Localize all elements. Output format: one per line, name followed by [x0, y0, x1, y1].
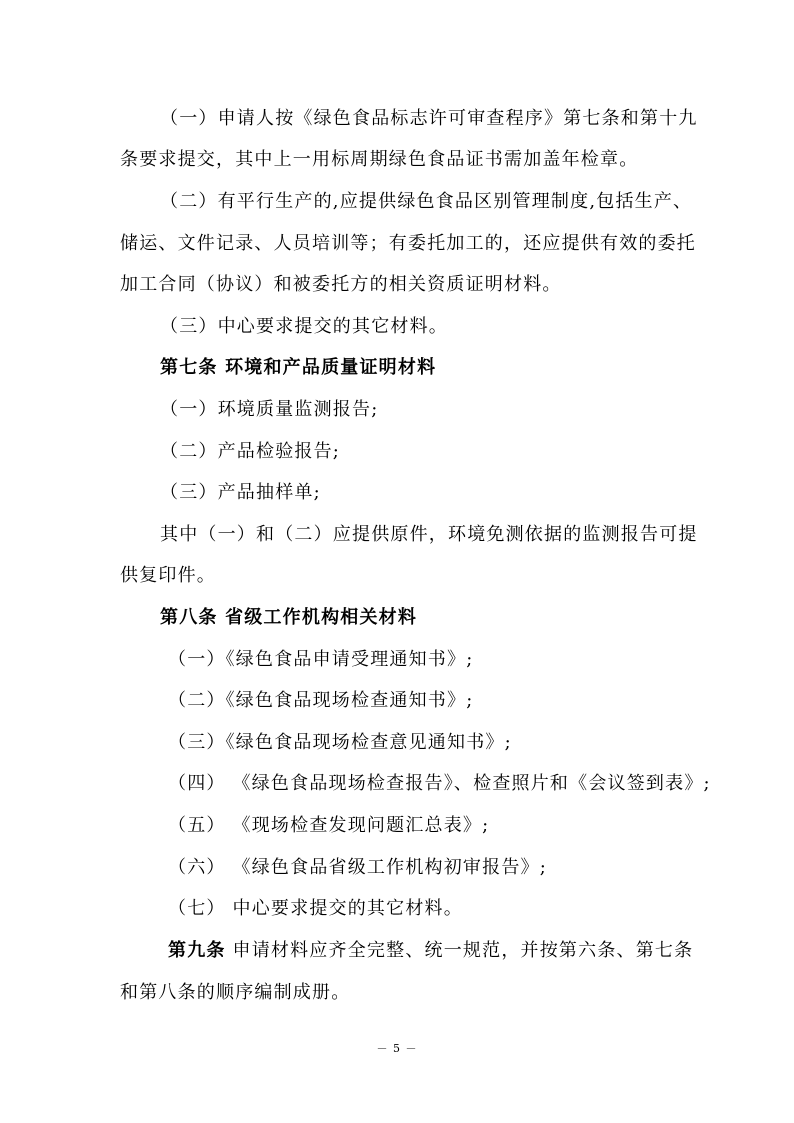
article9-text: 申请材料应齐全完整、统一规范，并按第六条、第七条 [225, 940, 694, 961]
list-item: （五） 《现场检查发现问题汇总表》; [168, 815, 490, 836]
page-number: － 5 － [376, 1042, 418, 1055]
paragraph-line: （三）中心要求提交的其它材料。 [160, 316, 448, 337]
paragraph-line: 供复印件。 [120, 565, 216, 586]
list-item: （七） 中心要求提交的其它材料。 [168, 898, 463, 919]
list-item: （一）环境质量监测报告; [160, 399, 379, 420]
article-heading: 第九条 [168, 940, 226, 961]
paragraph-line: 条要求提交，其中上一用标周期绿色食品证书需加盖年检章。 [120, 149, 639, 170]
list-item: （一）《绿色食品申请受理通知书》; [168, 649, 474, 670]
list-item: （三）《绿色食品现场检查意见通知书》; [168, 732, 512, 753]
list-item: （二）《绿色食品现场检查通知书》; [168, 690, 474, 711]
paragraph-line: 和第八条的顺序编制成册。 [120, 982, 351, 1003]
list-item: （三）产品抽样单; [160, 482, 321, 503]
list-item: （四） 《绿色食品现场检查报告》、检查照片和《会议签到表》; [168, 773, 711, 794]
list-item: （二）产品检验报告; [160, 441, 341, 462]
paragraph-line: （二）有平行生产的,应提供绿色食品区别管理制度,包括生产、 [160, 191, 693, 212]
list-item: （六） 《绿色食品省级工作机构初审报告》; [168, 857, 547, 878]
article-heading: 第八条 省级工作机构相关材料 [160, 607, 418, 628]
paragraph-line: （一）申请人按《绿色食品标志许可审查程序》第七条和第十九 [160, 108, 698, 129]
paragraph-line: 其中（一）和（二）应提供原件，环境免测依据的监测报告可提 [160, 524, 698, 545]
article9-line1 [168, 939, 728, 963]
article-heading: 第七条 环境和产品质量证明材料 [160, 357, 437, 378]
paragraph-line: 储运、文件记录、人员培训等；有委托加工的，还应提供有效的委托 [120, 233, 696, 254]
paragraph-line: 加工合同（协议）和被委托方的相关资质证明材料。 [120, 274, 562, 295]
